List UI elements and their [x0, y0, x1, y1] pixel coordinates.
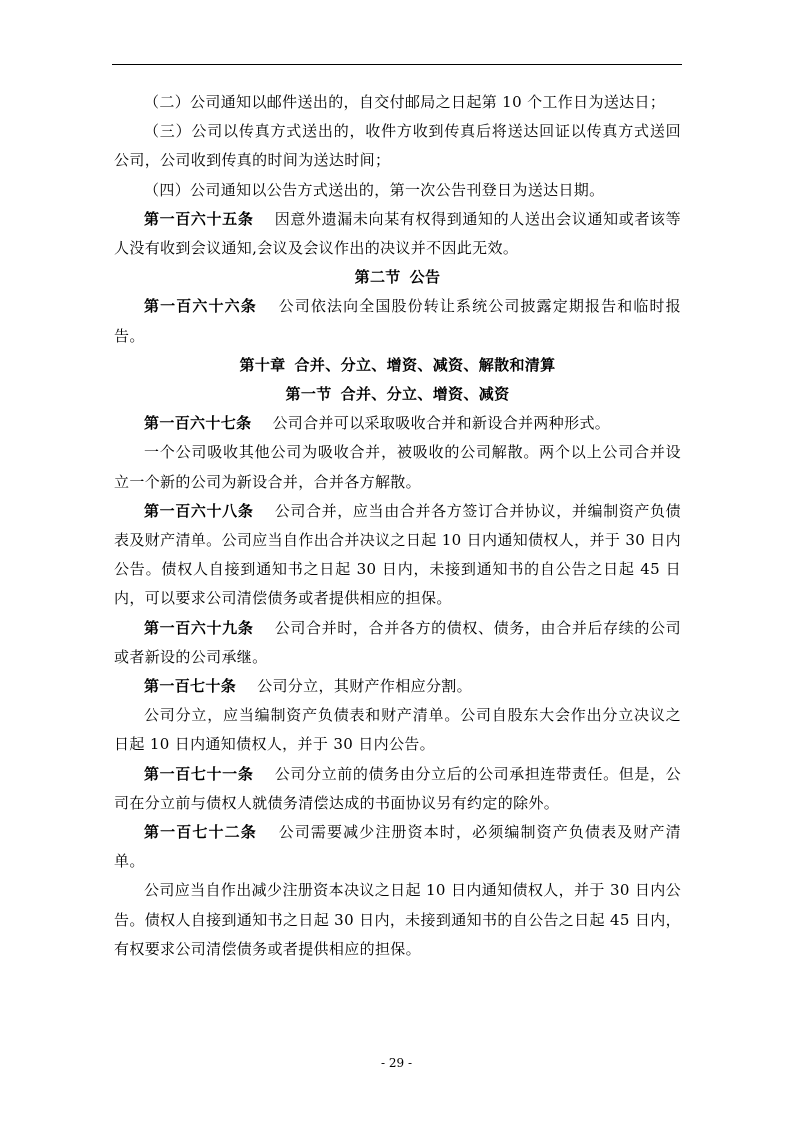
article-169	[114, 614, 681, 672]
article-166	[114, 292, 681, 350]
paragraph-notice-mail: （二）公司通知以邮件送出的，自交付邮局之日起第 10 个工作日为送达日；	[144, 93, 666, 111]
article-168-title: 第一百六十八条	[144, 501, 254, 520]
paragraph-capital-reduction: 公司应当自作出减少注册资本决议之日起 10 日内通知债权人，并于 30 日内公告。债权人自接到通知书之日起 30 日内，未接到通知书的自公告之日起 45 日内，有权要求公司清偿债务或者提供相应的担保。	[114, 881, 681, 958]
article-172-text: 公司需要减少注册资本时，必须编制资产负债表及财产清单。	[114, 823, 681, 871]
section-1-title: 合并、分立、增资、减资	[340, 385, 510, 404]
chapter-10-title: 合并、分立、增资、减资、解散和清算	[294, 355, 556, 374]
article-171	[114, 760, 681, 818]
section-2-number: 第二节	[354, 268, 401, 287]
section-1-number: 第一节	[285, 385, 332, 404]
section-1-heading	[114, 380, 681, 409]
article-167	[114, 409, 681, 438]
chapter-10-number: 第十章	[239, 355, 286, 374]
article-168	[114, 497, 681, 614]
section-2-title: 公告	[409, 268, 441, 287]
article-171-title: 第一百七十一条	[144, 764, 254, 783]
paragraph-division: 公司分立，应当编制资产负债表和财产清单。公司自股东大会作出分立决议之日起 10 日内通知债权人，并于 30 日内公告。	[114, 706, 681, 754]
article-170	[114, 672, 681, 701]
article-170-title: 第一百七十条	[144, 677, 237, 696]
header-rule	[112, 64, 682, 65]
article-166-text: 公司依法向全国股份转让系统公司披露定期报告和临时报告。	[114, 297, 681, 345]
article-169-title: 第一百六十九条	[144, 618, 254, 637]
article-172	[114, 818, 681, 876]
article-166-title: 第一百六十六条	[144, 297, 257, 316]
article-170-text: 公司分立，其财产作相应分割。	[257, 677, 473, 696]
section-2-heading	[114, 263, 681, 292]
chapter-10-heading	[114, 351, 681, 380]
article-165-title: 第一百六十五条	[144, 209, 254, 228]
article-169-text: 公司合并时，合并各方的债权、债务，由合并后存续的公司或者新设的公司承继。	[114, 618, 681, 666]
paragraph-merger-types: 一个公司吸收其他公司为吸收合并，被吸收的公司解散。两个以上公司合并设立一个新的公司为新设合并，合并各方解散。	[114, 443, 681, 491]
page-number: - 29 -	[380, 1056, 412, 1070]
article-165-text: 因意外遗漏未向某有权得到通知的人送出会议通知或者该等人没有收到会议通知,会议及会议作出的决议并不因此无效。	[114, 209, 681, 258]
paragraph-notice-fax: （三）公司以传真方式送出的，收件方收到传真后将送达回证以传真方式送回公司，公司收到传真的时间为送达时间；	[114, 122, 681, 170]
article-167-title: 第一百六十七条	[144, 414, 252, 433]
article-171-text: 公司分立前的债务由分立后的公司承担连带责任。但是，公司在分立前与债权人就债务清偿达成的书面协议另有约定的除外。	[114, 764, 681, 812]
article-168-text: 公司合并，应当由合并各方签订合并协议，并编制资产负债表及财产清单。公司应当自作出合并决议之日起 10 日内通知债权人，并于 30 日内公告。债权人自接到通知书之日起 30 日内，未接到通知书的自公告之日起 45 日内，可以要求公司清偿债务或者提供相应的担保。	[114, 501, 681, 608]
article-172-title: 第一百七十二条	[144, 823, 257, 842]
article-167-text: 公司合并可以采取吸收合并和新设合并两种形式。	[272, 414, 611, 433]
article-165	[114, 205, 681, 263]
paragraph-notice-announcement: （四）公司通知以公告方式送出的，第一次公告刊登日为送达日期。	[144, 180, 605, 199]
document-body	[114, 88, 681, 964]
